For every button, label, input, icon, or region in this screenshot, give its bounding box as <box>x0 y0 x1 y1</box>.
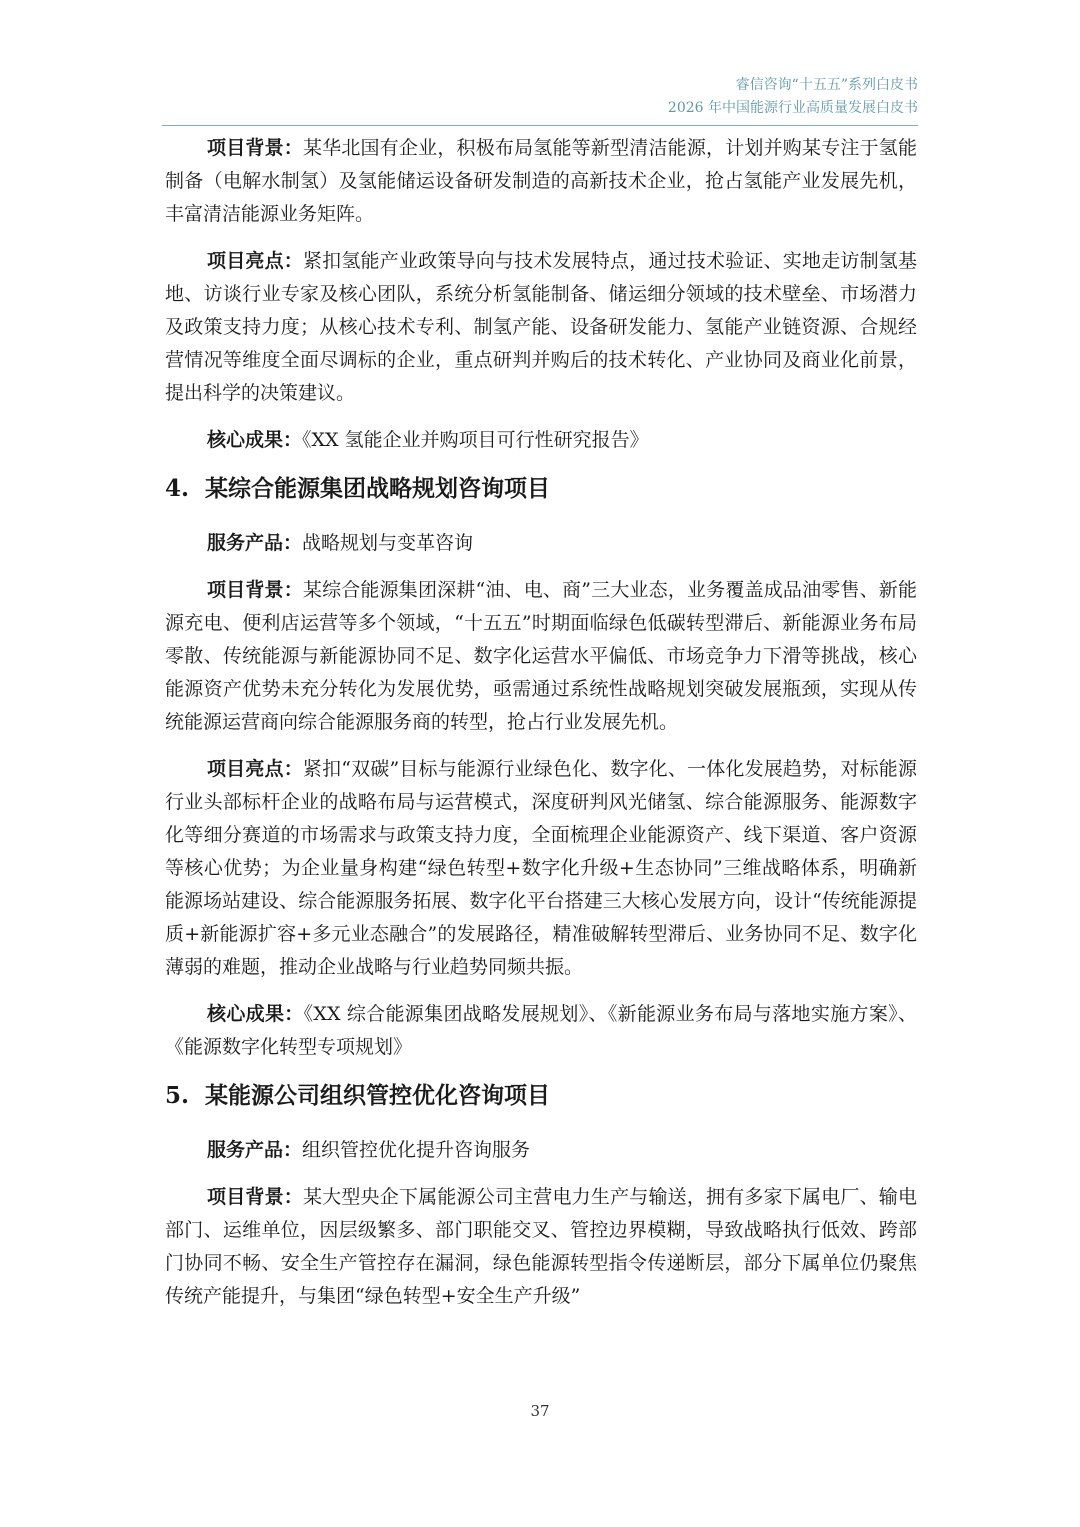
section-4-service <box>165 527 917 560</box>
section-number: 5. <box>165 1082 190 1109</box>
section-5-heading <box>165 1078 917 1114</box>
intro-highlights <box>165 245 917 410</box>
section-4-heading <box>165 471 917 507</box>
paragraph-text: 某大型央企下属能源公司主营电力生产与输送，拥有多家下属电厂、输电部门、运维单位，因层级繁多、部门职能交叉、管控边界模糊，导致战略执行低效、跨部门协同不畅、安全生产管控存在漏洞，绿色能源转型指令传递断层，部分下属单位仍聚焦传统产能提升，与集团“绿色转型+安全生产升级” <box>165 1186 917 1307</box>
section-4-highlights <box>165 753 917 984</box>
running-header <box>668 74 918 120</box>
label: 项目背景： <box>207 1186 303 1208</box>
section-title: 某能源公司组织管控优化咨询项目 <box>205 1082 550 1109</box>
paragraph-text: 战略规划与变革咨询 <box>302 532 474 554</box>
section-4-background <box>165 574 917 739</box>
label: 项目背景： <box>207 579 303 601</box>
paragraph-text: 某综合能源集团深耕“油、电、商”三大业态，业务覆盖成品油零售、新能源充电、便利店运营等多个领域，“十五五”时期面临绿色低碳转型滞后、新能源业务布局零散、传统能源与新能源协同不足、数字化运营水平偏低、市场竞争力下滑等挑战，核心能源资产优势未充分转化为发展优势，亟需通过系统性战略规划突破发展瓶颈，实现从传统能源运营商向综合能源服务商的转型，抢占行业发展先机。 <box>165 579 917 733</box>
paragraph-text: 组织管控优化提升咨询服务 <box>302 1139 531 1161</box>
intro-background <box>165 132 917 231</box>
section-title: 某综合能源集团战略规划咨询项目 <box>205 475 550 502</box>
intro-results <box>165 424 917 457</box>
page-number: 37 <box>530 1402 550 1420</box>
paragraph-text: 紧扣“双碳”目标与能源行业绿色化、数字化、一体化发展趋势，对标能源行业头部标杆企业的战略布局与运营模式，深度研判风光储氢、综合能源服务、能源数字化等细分赛道的市场需求与政策支持力度，全面梳理企业能源资产、线下渠道、客户资源等核心优势；为企业量身构建“绿色转型+数字化升级+生态协同”三维战略体系，明确新能源场站建设、综合能源服务拓展、数字化平台搭建三大核心发展方向，设计“传统能源提质+新能源扩容+多元业态融合”的发展路径，精准破解转型滞后、业务协同不足、数字化薄弱的难题，推动企业战略与行业趋势同频共振。 <box>165 758 917 978</box>
label: 核心成果： <box>207 1003 304 1025</box>
header-series-title: 睿信咨询“十五五”系列白皮书 <box>735 77 918 93</box>
header-report-title: 2026 年中国能源行业高质量发展白皮书 <box>667 100 918 116</box>
label: 核心成果： <box>207 429 303 451</box>
label: 服务产品： <box>207 1139 303 1161</box>
paragraph-text: 紧扣氢能产业政策导向与技术发展特点，通过技术验证、实地走访制氢基地、访谈行业专家及核心团队，系统分析氢能制备、储运细分领域的技术壁垒、市场潜力及政策支持力度；从核心技术专利、制氢产能、设备研发能力、氢能产业链资源、合规经营情况等维度全面尽调标的企业，重点研判并购后的技术转化、产业协同及商业化前景，提出科学的决策建议。 <box>165 250 917 404</box>
section-number: 4. <box>165 475 190 502</box>
paragraph-text: 《XX 综合能源集团战略发展规划》、《新能源业务布局与落地实施方案》、《能源数字化转型专项规划》 <box>165 1003 917 1058</box>
label: 项目亮点： <box>207 250 303 272</box>
label: 项目亮点： <box>207 758 303 780</box>
page-body <box>165 132 917 1327</box>
section-5-background <box>165 1181 917 1313</box>
section-5-service <box>165 1134 917 1167</box>
section-4-results <box>165 998 917 1064</box>
label: 服务产品： <box>207 532 303 554</box>
paragraph-text: 《XX 氢能企业并购项目可行性研究报告》 <box>302 429 649 451</box>
label: 项目背景： <box>207 137 303 159</box>
header-divider <box>162 125 918 126</box>
paragraph-text: 某华北国有企业，积极布局氢能等新型清洁能源，计划并购某专注于氢能制备（电解水制氢）及氢能储运设备研发制造的高新技术企业，抢占氢能产业发展先机，丰富清洁能源业务矩阵。 <box>165 137 917 225</box>
